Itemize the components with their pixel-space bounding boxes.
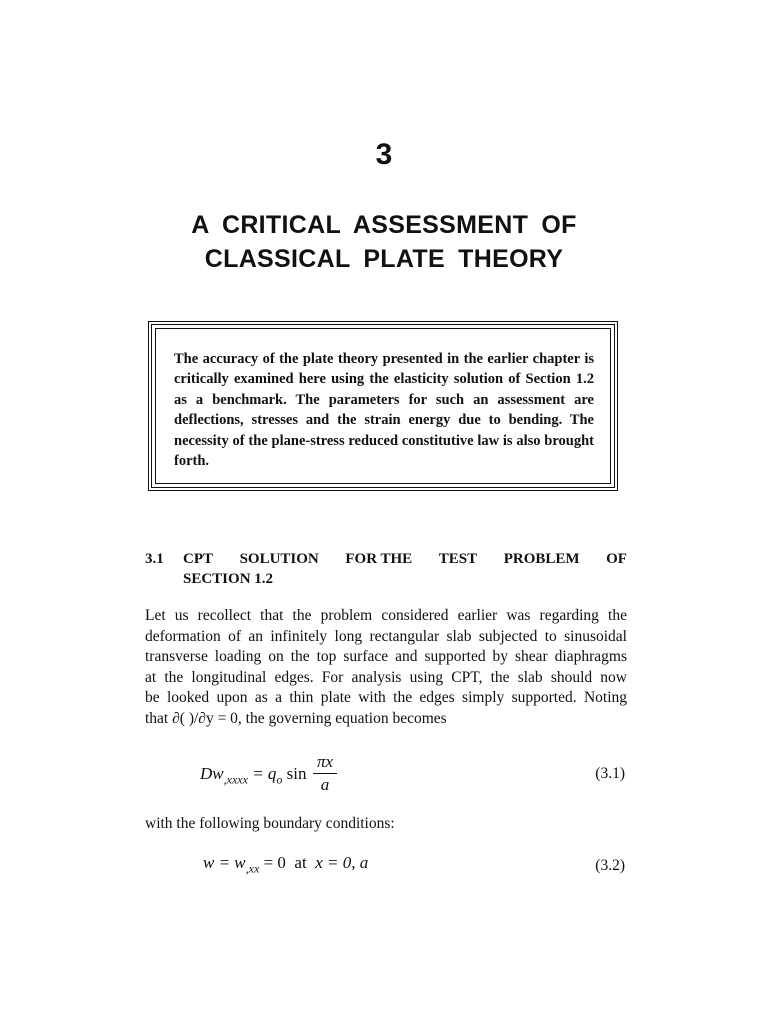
paragraph-line: be looked upon as a thin plate with the edges simply supported. Noting: [145, 689, 627, 707]
eq-word: at: [285, 853, 316, 872]
fraction-bar: [313, 773, 337, 774]
section-title-word: SOLUTION: [239, 551, 319, 567]
eq-function: sin: [282, 764, 307, 783]
paragraph-line: Let us recollect that the problem considered earlier was regarding the: [145, 607, 627, 624]
paragraph-line: at the longitudinal edges. For analysis using CPT, the slab should now: [145, 668, 627, 686]
chapter-title-line-2: CLASSICAL PLATE THEORY: [204, 245, 564, 273]
equation-3-2: [203, 853, 368, 876]
chapter-number: 3: [375, 138, 393, 171]
section-title-line-1: [183, 549, 627, 569]
abstract-box: [148, 321, 618, 491]
equation-number: (3.2): [595, 857, 625, 874]
section-number: 3.1: [145, 551, 164, 567]
section-title-word: TEST: [438, 551, 478, 567]
section-title-word: FOR THE: [345, 551, 413, 567]
eq-subscript: ,xx: [245, 861, 260, 876]
eq-term: Dw: [200, 764, 224, 783]
paragraph-line: deformation of an infinitely long rectangular slab subjected to sinusoidal: [145, 627, 627, 645]
section-title-word: CPT: [183, 551, 213, 567]
paragraph-line: transverse loading on the top surface and supported by shear diaphragms: [145, 648, 627, 666]
eq-subscript: ,xxxx: [223, 772, 248, 787]
chapter-title: [0, 208, 768, 276]
eq-term: = q: [247, 764, 277, 783]
eq-term: w = w: [203, 853, 246, 872]
fraction-denominator: a: [320, 775, 330, 794]
equation-lhs: [200, 764, 307, 787]
paragraph-line: that ∂( )/∂y = 0, the governing equation becomes: [145, 709, 447, 727]
chapter-title-line-1: A CRITICAL ASSESSMENT OF: [191, 211, 577, 239]
equation-number: (3.1): [595, 765, 625, 782]
equation-3-1: [200, 752, 530, 798]
equation-fraction: [311, 752, 339, 795]
fraction-numerator: πx: [316, 752, 334, 771]
section-title-word: OF: [606, 551, 627, 567]
eq-term: x = 0, a: [315, 853, 369, 872]
section-title-line-2: SECTION 1.2: [183, 571, 274, 587]
body-line: with the following boundary conditions:: [145, 815, 395, 832]
eq-subscript: o: [276, 772, 283, 787]
body-paragraph: [145, 606, 627, 730]
section-title-word: PROBLEM: [503, 551, 580, 567]
abstract-text: The accuracy of the plate theory presented in the earlier chapter is critically examined here using the elasticity solution of Section 1.2 as a benchmark. The parameters for such an assessment are deflections, stresses and the strain energy due to bending. The necessity of the plane-stress reduced constitutive law is also brought forth.: [174, 351, 594, 470]
eq-term: = 0: [259, 853, 286, 872]
